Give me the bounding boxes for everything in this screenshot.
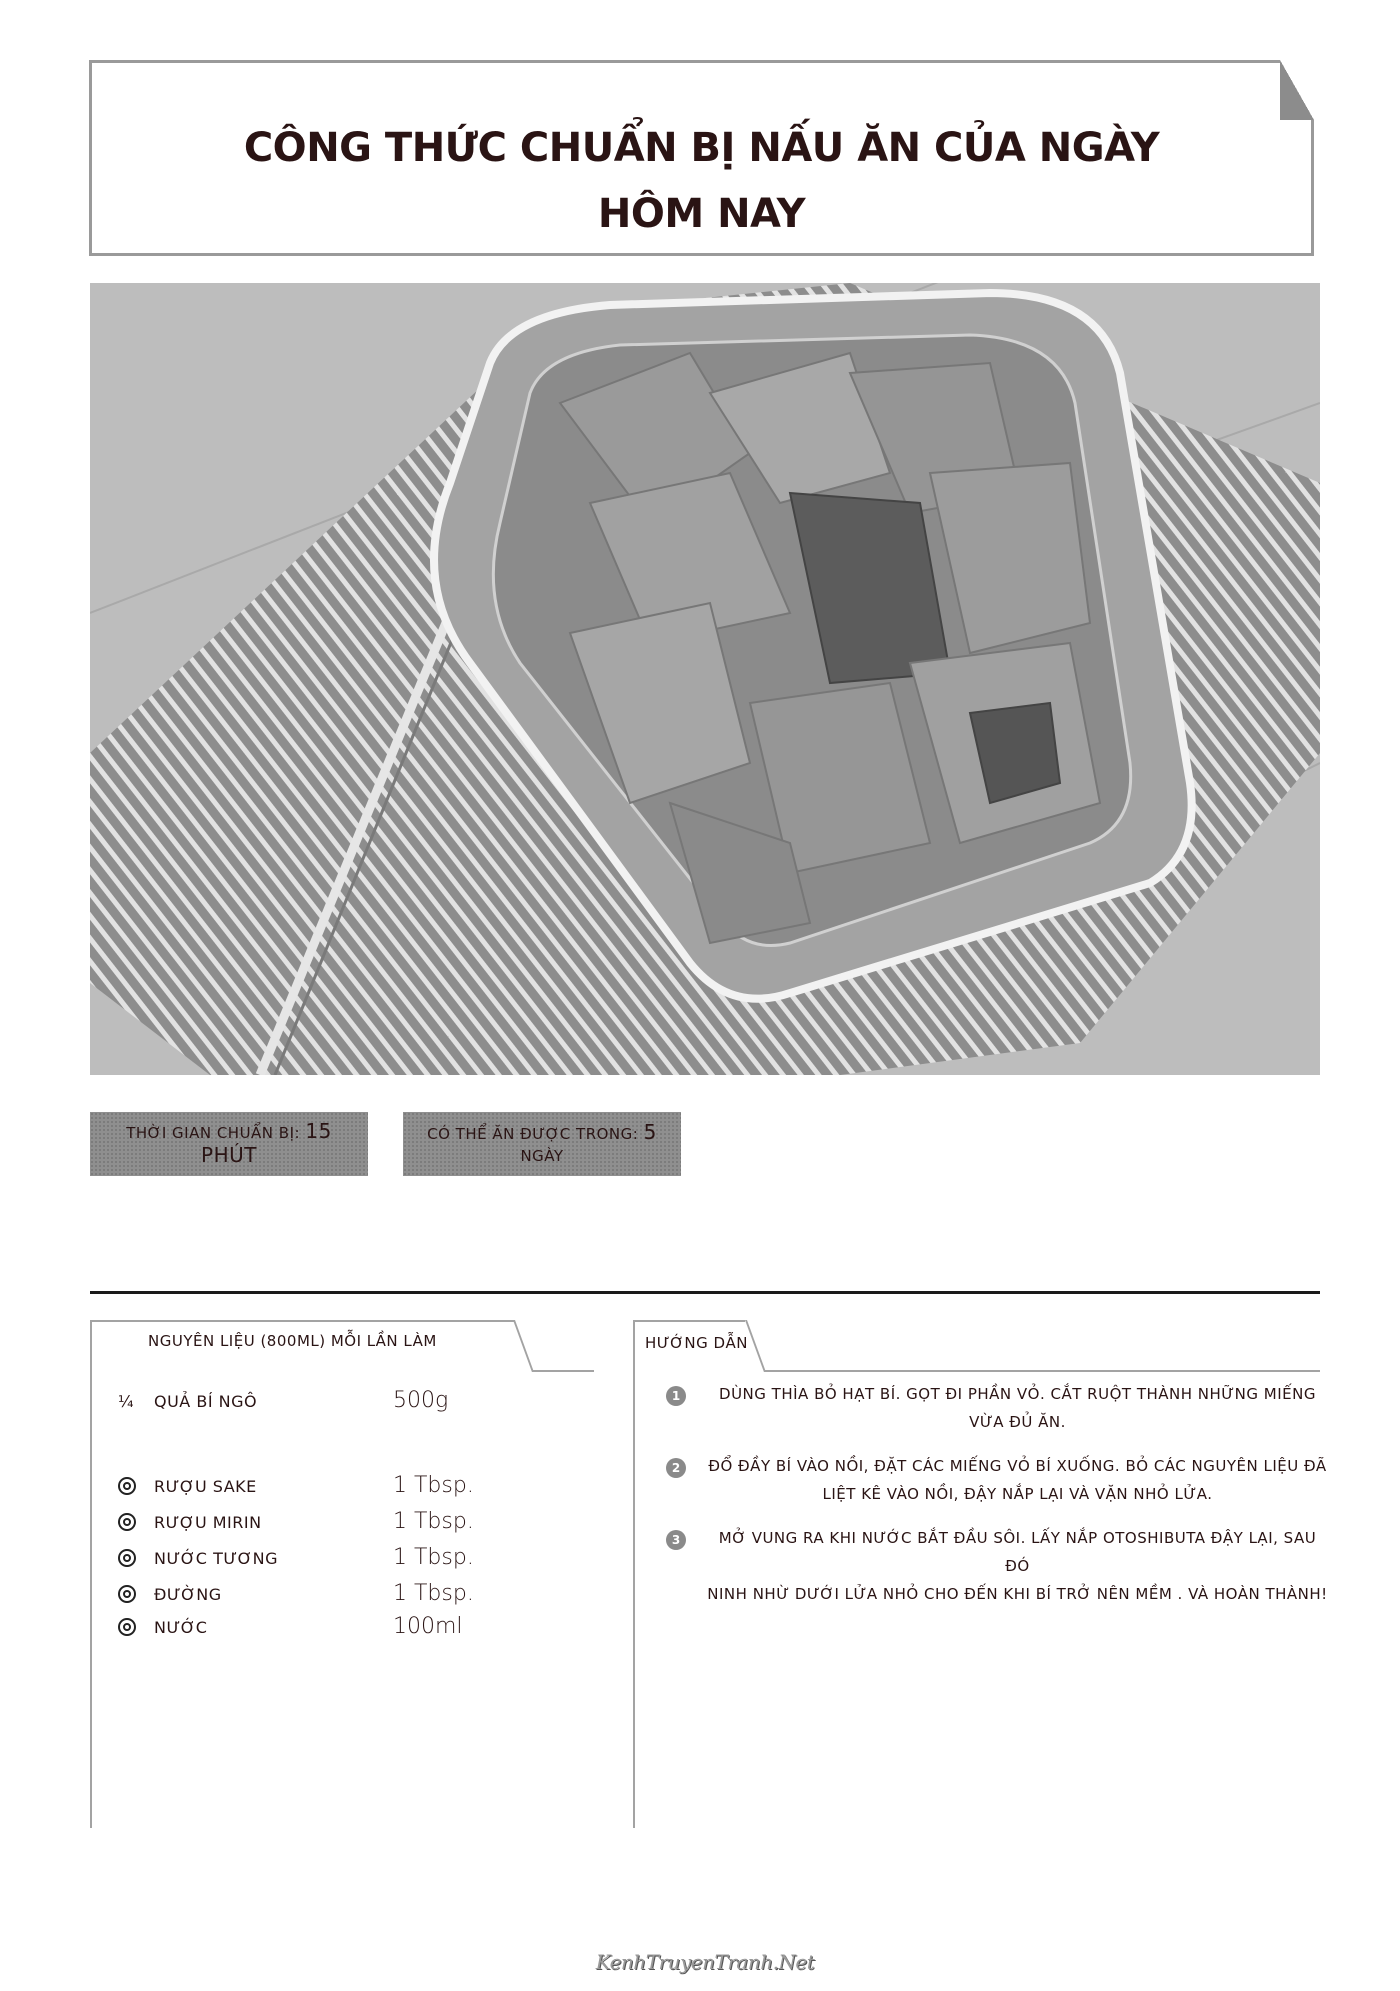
ingredients-tab-bottom-border [532, 1370, 594, 1372]
double-circle-icon [118, 1477, 136, 1495]
ingredient-qty: 1 Tbsp. [393, 1581, 474, 1606]
step-1-line-2: VỪA ĐỦ ĂN. [969, 1413, 1066, 1431]
ingredient-row [118, 1509, 518, 1543]
step-3-line-1: MỞ VUNG RA KHI NƯỚC BẮT ĐẦU SÔI. LẤY NẮP OTOSHIBUTA ĐẬY LẠI, SAU ĐÓ [718, 1529, 1317, 1575]
step-1-text [705, 1380, 1330, 1436]
ingredient-name: RƯỢU SAKE [154, 1477, 257, 1496]
shelf-life-value: 5 [643, 1120, 657, 1144]
step-2-line-2: LIỆT KÊ VÀO NỒI, ĐẬY NẮP LẠI VÀ VẶN NHỎ LỬA. [822, 1485, 1213, 1503]
double-circle-icon [118, 1585, 136, 1603]
instructions-panel-left-border [633, 1320, 635, 1828]
ingredient-row [118, 1581, 518, 1615]
ingredient-row [118, 1473, 518, 1507]
section-divider [90, 1291, 1320, 1294]
step-number-2-icon: 2 [666, 1458, 686, 1478]
ingredient-main [118, 1388, 518, 1422]
instructions-tab-slope [745, 1320, 766, 1372]
prep-time-label: THỜI GIAN CHUẨN BỊ: [126, 1124, 301, 1142]
prep-time-value: 15 PHÚT [201, 1119, 332, 1167]
double-circle-icon [118, 1549, 136, 1567]
title-line-2: HÔM NAY [597, 191, 806, 237]
page-fold-corner-icon [1280, 60, 1314, 120]
shelf-life-unit: NGÀY [520, 1147, 564, 1165]
ingredient-row [118, 1545, 518, 1579]
ingredient-qty: 100ml [393, 1614, 463, 1639]
instructions-tab-top-border [633, 1320, 745, 1322]
shelf-life-label: CÓ THỂ ĂN ĐƯỢC TRONG: [427, 1125, 639, 1143]
ingredient-row [118, 1614, 518, 1648]
step-2-text [705, 1452, 1330, 1508]
ingredients-panel-left-border [90, 1320, 92, 1828]
ingredient-qty: 500g [393, 1388, 449, 1413]
ingredient-qty: 1 Tbsp. [393, 1545, 474, 1570]
instructions-heading: HƯỚNG DẪN [645, 1334, 748, 1352]
prep-time-badge [90, 1112, 368, 1176]
shelf-life-badge [403, 1112, 681, 1176]
recipe-photo [90, 283, 1320, 1075]
step-number-1-icon: 1 [666, 1386, 686, 1406]
ingredients-tab-slope [513, 1320, 534, 1372]
step-3-text [705, 1524, 1330, 1608]
ingredient-fraction: ¼ [118, 1392, 135, 1411]
step-3-line-2: NINH NHỪ DƯỚI LỬA NHỎ CHO ĐẾN KHI BÍ TRỞ NÊN MỀM . VÀ HOÀN THÀNH! [707, 1585, 1328, 1603]
ingredient-qty: 1 Tbsp. [393, 1509, 474, 1534]
ingredient-name: NƯỚC TƯƠNG [154, 1549, 279, 1568]
ingredient-name: RƯỢU MIRIN [154, 1513, 262, 1532]
ingredients-tab-top-border [90, 1320, 514, 1322]
page-title [92, 115, 1311, 247]
ingredient-qty: 1 Tbsp. [393, 1473, 474, 1498]
step-number-3-icon: 3 [666, 1530, 686, 1550]
double-circle-icon [118, 1513, 136, 1531]
title-line-1: CÔNG THỨC CHUẨN BỊ NẤU ĂN CỦA NGÀY [243, 125, 1160, 171]
step-2-line-1: ĐỔ ĐẦY BÍ VÀO NỒI, ĐẶT CÁC MIẾNG VỎ BÍ XUỐNG. BỎ CÁC NGUYÊN LIỆU ĐÃ [708, 1457, 1327, 1475]
ingredients-heading: NGUYÊN LIỆU (800ML) MỖI LẦN LÀM [148, 1332, 437, 1350]
ingredient-name: ĐƯỜNG [154, 1585, 222, 1604]
title-card [89, 60, 1314, 256]
pumpkin-in-glass-container-icon [90, 283, 1320, 1075]
ingredient-name: QUẢ BÍ NGÔ [154, 1392, 258, 1411]
double-circle-icon [118, 1618, 136, 1636]
instructions-tab-bottom-border [764, 1370, 1320, 1372]
ingredient-name: NƯỚC [154, 1618, 208, 1637]
site-watermark: KenhTruyenTranh.Net [595, 1950, 815, 1974]
step-1-line-1: DÙNG THÌA BỎ HẠT BÍ. GỌT ĐI PHẦN VỎ. CẮT RUỘT THÀNH NHỮNG MIẾNG [719, 1385, 1316, 1403]
